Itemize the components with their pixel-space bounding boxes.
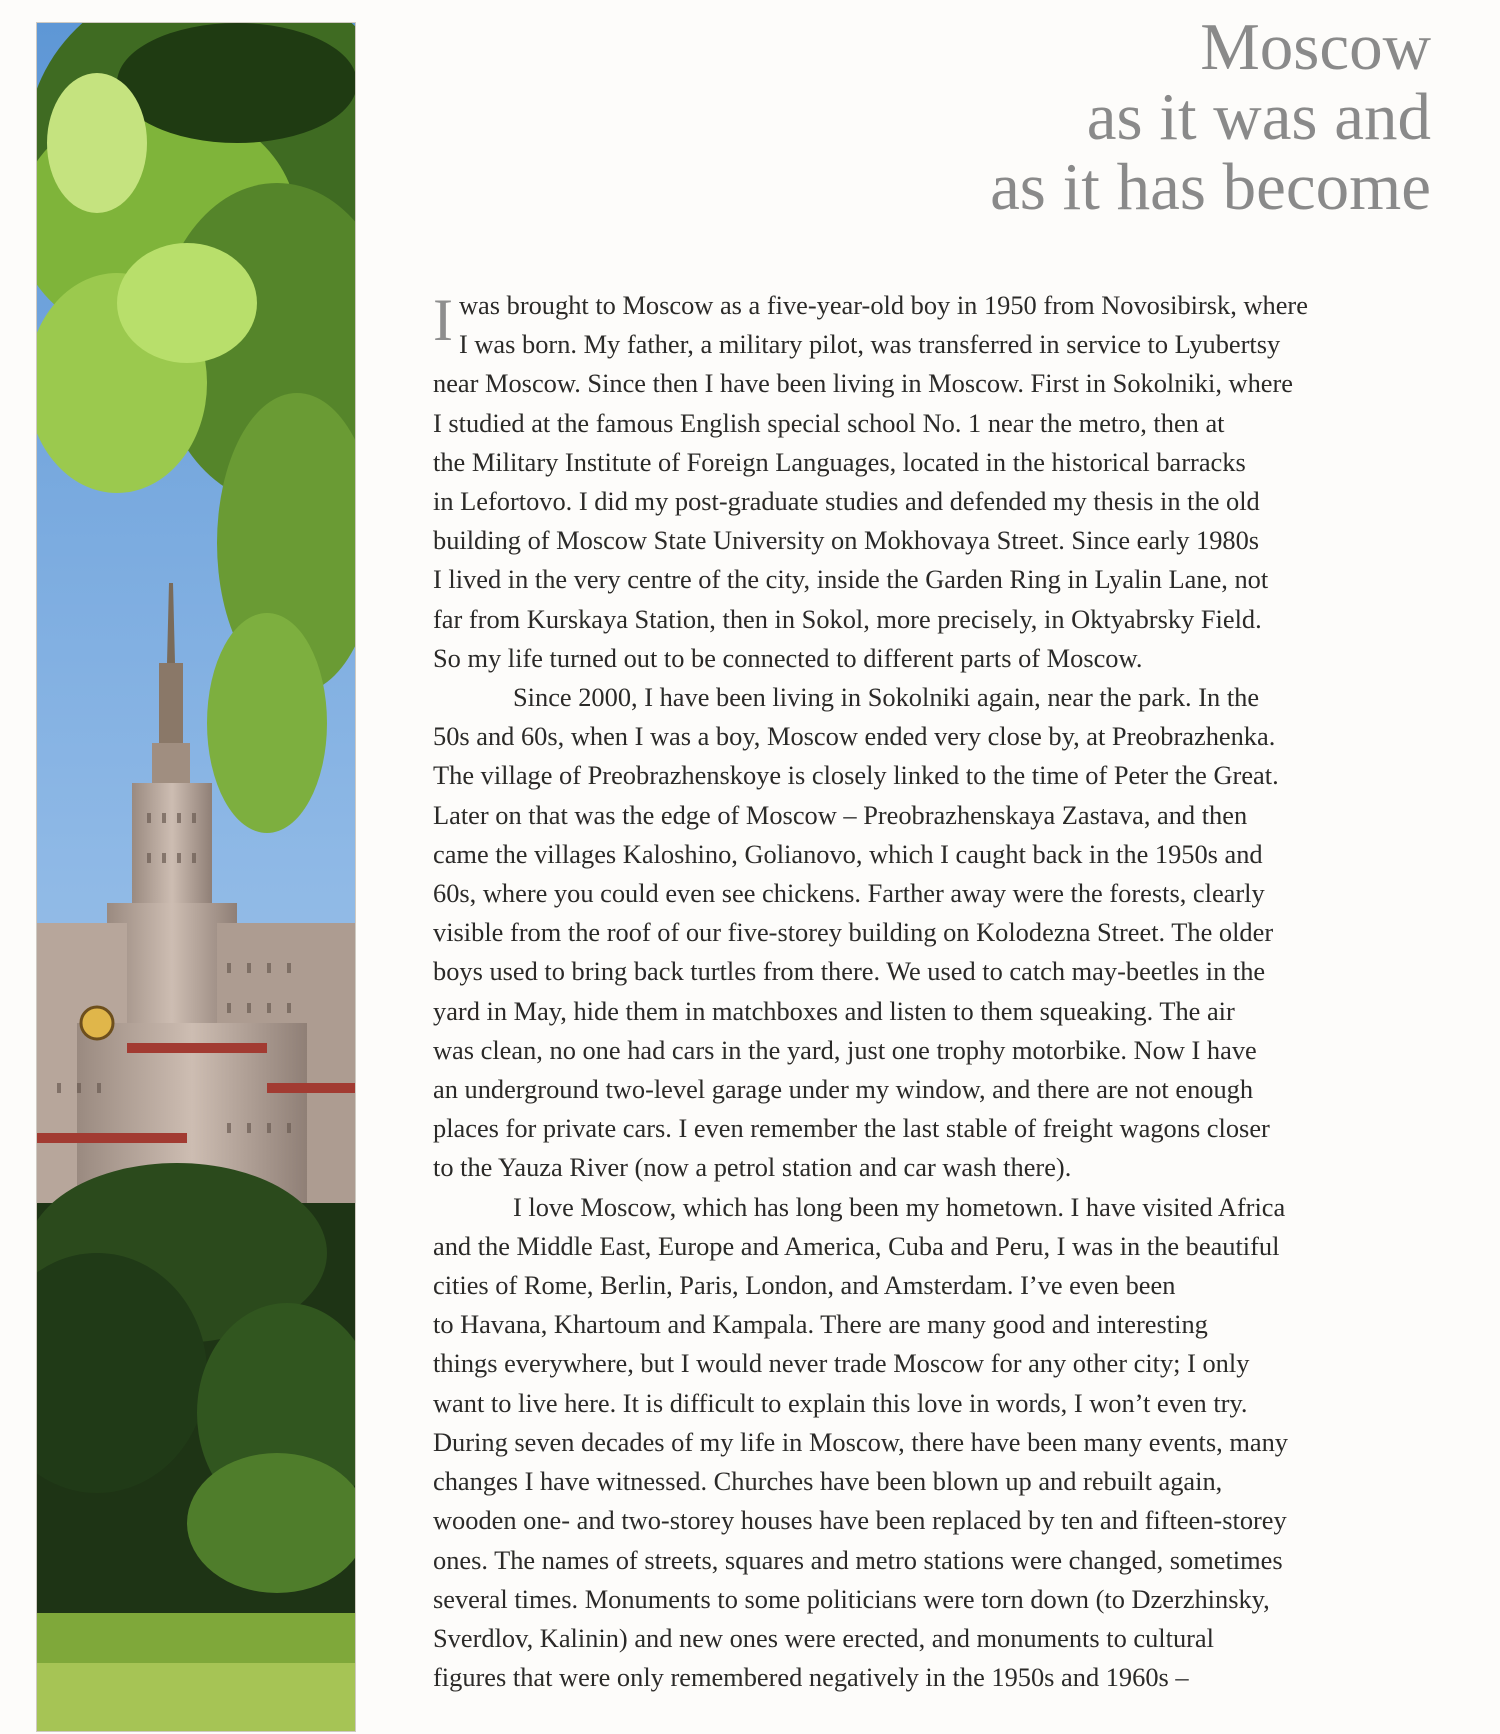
paragraph-3: [433, 1188, 1443, 1698]
paragraph-2: [433, 678, 1443, 1188]
text-line: came the villages Kaloshino, Golianovo, which I caught back in the 1950s and: [433, 838, 1263, 869]
text-line: Since 2000, I have been living in Sokolniki again, near the park. In the: [513, 682, 1260, 713]
text-line: far from Kurskaya Station, then in Sokol, more precisely, in Oktyabrsky Field.: [433, 603, 1262, 634]
paragraph-1: [433, 286, 1443, 678]
text-line: The village of Preobrazhenskoye is closely linked to the time of Peter the Great.: [433, 760, 1279, 791]
text-line: building of Moscow State University on Mokhovaya Street. Since early 1980s: [433, 525, 1260, 556]
text-line: places for private cars. I even remember the last stable of freight wagons closer: [433, 1113, 1270, 1144]
text-line: was clean, no one had cars in the yard, just one trophy motorbike. Now I have: [433, 1034, 1257, 1065]
photo-illustration: [37, 23, 355, 1731]
university-tower-photo: [36, 22, 356, 1732]
text-line: an underground two-level garage under my window, and there are not enough: [433, 1074, 1254, 1105]
text-line: several times. Monuments to some politicians were torn down (to Dzerzhinsky,: [433, 1583, 1270, 1614]
text-line: So my life turned out to be connected to different parts of Moscow.: [433, 642, 1143, 673]
text-line: Later on that was the edge of Moscow – Preobrazhenskaya Zastava, and then: [433, 799, 1248, 830]
text-line: and the Middle East, Europe and America, Cuba and Peru, I was in the beautiful: [433, 1230, 1280, 1261]
text-line: the Military Institute of Foreign Languages, located in the historical barracks: [433, 446, 1246, 477]
text-line: wooden one- and two-storey houses have been replaced by ten and fifteen-storey: [433, 1505, 1287, 1536]
text-line: in Lefortovo. I did my post-graduate studies and defended my thesis in the old: [433, 486, 1260, 517]
text-line: 60s, where you could even see chickens. Farther away were the forests, clearly: [433, 878, 1265, 909]
text-line: I was born. My father, a military pilot, was transferred in service to Lyubertsy: [458, 329, 1281, 360]
text-line: near Moscow. Since then I have been living in Moscow. First in Sokolniki, where: [433, 368, 1293, 399]
text-line: Sverdlov, Kalinin) and new ones were erected, and monuments to cultural: [433, 1622, 1214, 1653]
text-line: figures that were only remembered negatively in the 1950s and 1960s –: [433, 1662, 1189, 1693]
text-line: I love Moscow, which has long been my hometown. I have visited Africa: [513, 1191, 1286, 1222]
drop-cap: I: [433, 287, 453, 353]
text-line: to the Yauza River (now a petrol station and car wash there).: [433, 1152, 1072, 1183]
text-line: to Havana, Khartoum and Kampala. There are many good and interesting: [433, 1309, 1208, 1340]
title-line: as it was and: [1086, 80, 1431, 154]
title-line: Moscow: [1200, 10, 1431, 84]
text-line: want to live here. It is difficult to explain this love in words, I won’t even try.: [433, 1387, 1248, 1418]
text-line: During seven decades of my life in Moscow, there have been many events, many: [433, 1426, 1288, 1457]
text-line: changes I have witnessed. Churches have been blown up and rebuilt again,: [433, 1466, 1223, 1497]
text-line: was brought to Moscow as a five-year-old boy in 1950 from Novosibirsk, where: [458, 290, 1308, 320]
title-line: as it has become: [990, 150, 1431, 224]
text-line: things everywhere, but I would never trade Moscow for any other city; I only: [433, 1348, 1250, 1379]
text-line: I lived in the very centre of the city, inside the Garden Ring in Lyalin Lane, not: [433, 564, 1269, 595]
page-title: [731, 12, 1431, 222]
text-line: visible from the roof of our five-storey building on Kolodezna Street. The older: [433, 917, 1274, 948]
text-line: 50s and 60s, when I was a boy, Moscow ended very close by, at Preobrazhenka.: [433, 721, 1276, 752]
text-line: cities of Rome, Berlin, Paris, London, and Amsterdam. I’ve even been: [433, 1270, 1176, 1301]
text-line: ones. The names of streets, squares and metro stations were changed, sometimes: [433, 1544, 1283, 1575]
text-line: I studied at the famous English special school No. 1 near the metro, then at: [433, 407, 1225, 438]
article-body: [433, 286, 1443, 1697]
text-line: boys used to bring back turtles from there. We used to catch may-beetles in the: [433, 956, 1266, 987]
text-line: yard in May, hide them in matchboxes and listen to them squeaking. The air: [433, 995, 1235, 1026]
